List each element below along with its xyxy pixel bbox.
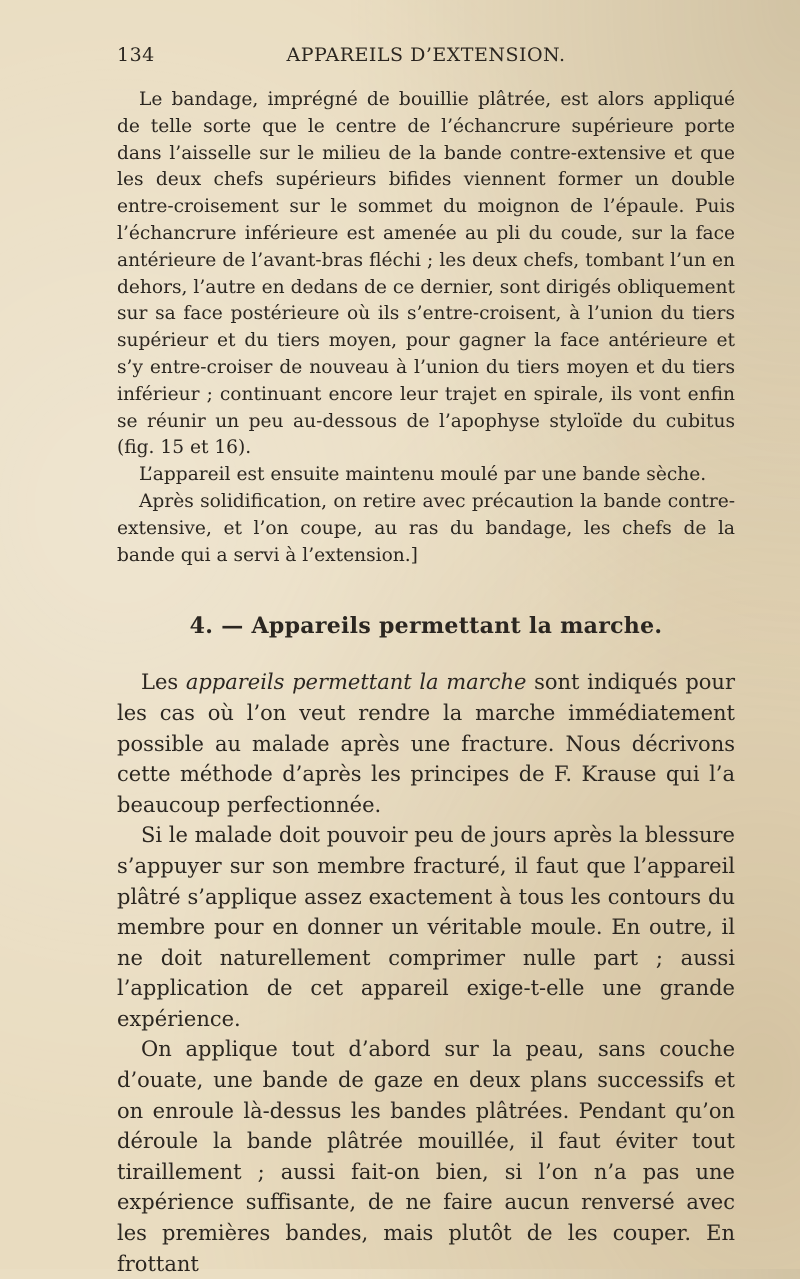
running-title: APPAREILS D’EXTENSION. [286,44,566,66]
section-body [117,667,735,1279]
paragraph: Le bandage, imprégné de bouillie plâtrée, est alors appliqué de telle sorte que le centre de l’échancrure supérieure porte dans l’aisselle sur le milieu de la bande contre-extensive et que les deux chefs supérieurs bifides viennent former un double entre-croisement sur le sommet du moignon de l’épaule. Puis l’échancrure inférieure est amenée au pli du coude, sur la face antérieure de l’avant-bras fléchi ; les deux chefs, tombant l’un en dehors, l’autre en dedans de ce dernier, sont dirigés obliquement sur sa face postérieure où ils s’entre-croisent, à l’union du tiers supérieur et du tiers moyen, pour gagner la face antérieure et s’y entre-croiser de nouveau à l’union du tiers moyen et du tiers inférieur ; continuant encore leur trajet en spirale, ils vont enfin se réunir un peu au-dessous de l’apophyse styloïde du cubitus (fig. 15 et 16). [117,89,735,459]
section-number: 4. [189,613,214,640]
section-title: Appareils permettant la marche. [251,613,663,640]
paragraph: L’appareil est ensuite maintenu moulé par une bande sèche. [139,464,707,486]
section-heading [117,613,735,639]
continued-text [117,87,735,569]
book-page [117,44,735,1279]
paragraph: Si le malade doit pouvoir peu de jours après la blessure s’appuyer sur son membre fracturé, il faut que l’appareil plâtré s’applique assez exactement à tous les contours du membre pour en donner un véritable moule. En outre, il ne doit naturellement comprimer nulle part ; aussi l’application de cet appareil exige-t-elle une grande expérience. [117,823,735,1031]
section-dash: — [221,613,244,640]
paragraph: Après solidification, on retire avec précaution la bande contre-extensive, et l’on coupe, au ras du bandage, les chefs de la bande qui a servi à l’extension.] [117,490,735,566]
paragraph-rest: sont indiqués pour les cas où l’on veut rendre la marche immédiatement possible au malade après une fracture. Nous décrivons cette méthode d’après les principes de F. Krause qui l’a beaucoup perfectionnée. [117,670,735,817]
paragraph: On applique tout d’abord sur la peau, sans couche d’ouate, une bande de gaze en deux plans successifs et on enroule là-dessus les bandes plâtrées. Pendant qu’on déroule la bande plâtrée mouillée, il faut éviter tout tiraillement ; aussi fait-on bien, si l’on n’a pas une expérience suffisante, de ne faire aucun renversé avec les premières bandes, mais plutôt de les couper. En frottant [117,1037,735,1276]
running-header [117,44,735,78]
paragraph-lead: Les [141,670,186,695]
paragraph [117,667,735,820]
italic-term: appareils permettant la marche [185,670,527,695]
page-number: 134 [117,44,155,66]
